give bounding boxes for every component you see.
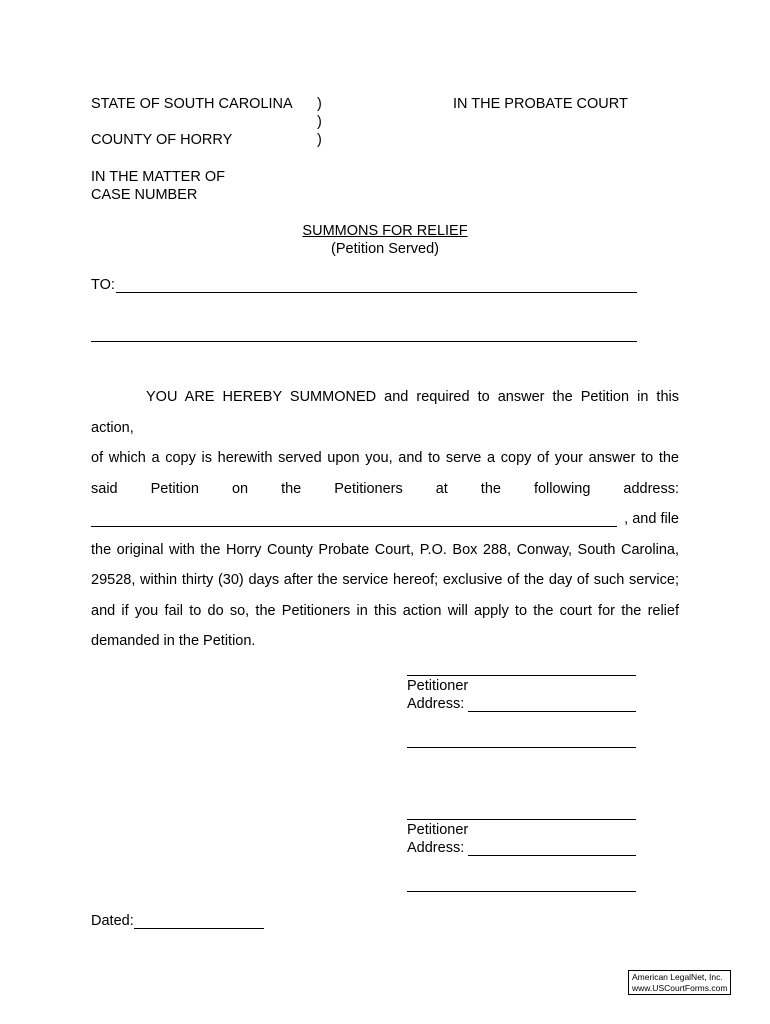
petitioner-signature-line[interactable]: [407, 819, 636, 820]
caption-paren: ): [317, 132, 322, 148]
address-line[interactable]: [468, 711, 636, 712]
address-blank-line[interactable]: [91, 526, 617, 527]
petitioner-label: Petitioner: [407, 678, 469, 694]
body-line-1: YOU ARE HEREBY SUMMONED and required to answer the Petition in this action,: [91, 389, 679, 436]
dated-line[interactable]: [134, 928, 264, 929]
document-title: SUMMONS FOR RELIEF: [302, 223, 468, 239]
matter-label: IN THE MATTER OF: [91, 169, 225, 185]
body-line-6: 29528, within thirty (30) days after the service hereof; exclusive of the day of such service;: [91, 572, 679, 588]
address-line[interactable]: [468, 855, 636, 856]
county-label: COUNTY OF HORRY: [91, 132, 233, 148]
footer-company: American LegalNet, Inc.: [632, 972, 723, 982]
dated-label: Dated:: [91, 913, 134, 929]
address-line-2[interactable]: [407, 747, 636, 748]
to-label: TO:: [91, 277, 115, 293]
body-line-7: and if you fail to do so, the Petitioners in this action will apply to the court for the relief: [91, 602, 679, 619]
footer-credit: [628, 970, 731, 995]
body-line-8: demanded in the Petition.: [91, 633, 256, 649]
document-subtitle: (Petition Served): [331, 241, 439, 257]
body-line-3: said Petition on the Petitioners at the following address:: [91, 480, 679, 497]
body-line-4-end: , and file: [624, 511, 679, 527]
court-label: IN THE PROBATE COURT: [453, 96, 628, 112]
case-number-label: CASE NUMBER: [91, 187, 198, 203]
body-line-4: [91, 504, 679, 535]
body-line-2: of which a copy is herewith served upon you, and to serve a copy of your answer to the: [91, 450, 679, 466]
address-line-2[interactable]: [407, 891, 636, 892]
footer-website: www.USCourtForms.com: [632, 982, 728, 993]
address-label: Address:: [407, 840, 465, 856]
caption-paren: ): [317, 96, 322, 112]
state-label: STATE OF SOUTH CAROLINA: [91, 96, 293, 112]
petitioner-label: Petitioner: [407, 822, 469, 838]
to-second-line[interactable]: [91, 341, 637, 342]
address-label: Address:: [407, 696, 465, 712]
petitioner-signature-line[interactable]: [407, 675, 636, 676]
to-name-line[interactable]: [116, 292, 637, 293]
body-line-5: the original with the Horry County Probate Court, P.O. Box 288, Conway, South Carolina,: [91, 541, 679, 558]
summons-body: [91, 382, 679, 657]
caption-paren: ): [317, 114, 322, 130]
